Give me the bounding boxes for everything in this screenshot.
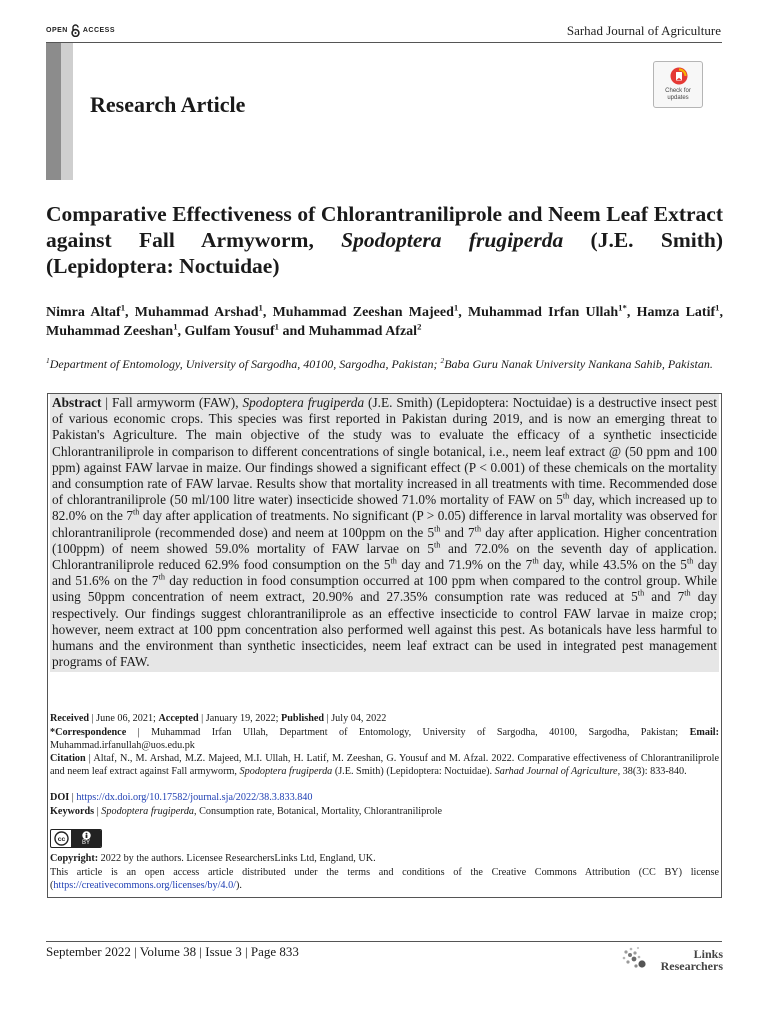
authors-segment: 1 xyxy=(715,302,720,313)
authors-segment: , Muhammad Arshad xyxy=(125,305,259,320)
authors-segment: , Gulfam Yousuf xyxy=(177,324,275,339)
authors-segment: 1* xyxy=(618,302,627,313)
check-updates-icon xyxy=(670,67,688,85)
article-type-heading: Research Article xyxy=(90,92,246,117)
citation-segment: Spodoptera frugiperda xyxy=(239,765,333,777)
title-segment: (J.E. Smith) (Lepidoptera: Noctuidae) xyxy=(46,228,723,278)
publisher-logo xyxy=(620,944,723,978)
check-updates-label: Check for updates xyxy=(665,88,691,101)
decorative-bar-light xyxy=(61,43,73,180)
affiliations-segment: 2 xyxy=(440,356,445,365)
dates-segment: Accepted xyxy=(158,713,199,724)
citation-segment: 38(3): 833-840. xyxy=(620,765,687,777)
authors-segment: , Muhammad Irfan Ullah xyxy=(458,305,619,320)
abstract-segment: th xyxy=(474,524,482,534)
authors-segment: 1 xyxy=(258,302,263,313)
authors-segment: , Hamza Latif xyxy=(626,305,716,320)
authors-segment: 1 xyxy=(120,302,126,313)
dates-segment: Published xyxy=(281,713,325,724)
cc-by-label: BY xyxy=(71,830,101,847)
journal-name: Sarhad Journal of Agriculture xyxy=(566,23,721,38)
abstract-segment: th xyxy=(562,491,570,501)
abstract-segment: day, which increased up to 82.0% on the 7 xyxy=(52,492,717,524)
header-divider xyxy=(46,42,722,43)
authors-segment: Nimra Altaf xyxy=(46,305,121,320)
affiliations-segment: Department of Entomology, University of Sargodha, 40100, Sargodha, Pakistan; xyxy=(49,357,441,371)
abstract-segment: th xyxy=(686,556,694,566)
dates-segment: Received xyxy=(50,713,90,724)
authors-segment: , Muhammad Zeeshan Majeed xyxy=(262,305,454,320)
keywords-segment: , Consumption rate, Botanical, Mortality, Chlorantraniliprole xyxy=(194,806,443,817)
abstract-segment: (J.E. Smith) (Lepidoptera: Noctuidae) is a destructive insect pest of various economic crops. This species was first reported in Pakistan during 2019, and is now an emerging threat to Pakistan's Agriculture. The main objective of the study was to evaluate the efficacy of a synthetic insecticide Chlorantraniliprole in comparison to different concentrations of single botanical, i.e., neem leaf extract @ (50 ppm and 100 ppm) against FAW larvae in maize. Our findings showed a significant effect (P < 0.001) of these chemicals on the mortality and consumption rate of FAW larvae. Results show that mortality increased in all treatments with time. Recommended dose of chlorantraniliprole (50 ml/100 litre water) insecticide showed 71.0% mortality of FAW on 5 xyxy=(52,395,717,508)
abstract-segment: day after application of treatments. No significant (P > 0.05) difference in larval mortality was observed for chlorantraniliprole (recommended dose) and neem at 100ppm on the 5 xyxy=(52,508,717,540)
svg-text:cc: cc xyxy=(57,836,65,844)
doi-segment: | xyxy=(69,792,77,803)
abstract-segment: th xyxy=(532,556,539,566)
keywords-segment: | xyxy=(94,806,102,817)
publication-dates xyxy=(50,713,719,726)
authors-segment: 1 xyxy=(453,302,459,313)
abstract-segment: and 7 xyxy=(644,589,685,605)
keywords-segment: Spodoptera frugiperda xyxy=(101,806,195,817)
correspondence-segment: | Muhammad Irfan Ullah, Department of Entomology, University of Sargodha, 40100, Sargodha, Pakistan; xyxy=(126,727,690,738)
correspondence-segment: Email: xyxy=(689,727,719,738)
authors-segment: , Muhammad Zeeshan xyxy=(46,305,723,339)
license-segment: This article is an open access article distributed under the terms and conditions of the Creative Commons Attribution (CC BY) license ( xyxy=(50,867,719,891)
citation-segment: Sarhad Journal of Agriculture, xyxy=(494,765,621,777)
abstract-segment: and 72.0% on the seventh day of application. Chlorantraniliprole reduced 62.9% food consumption on the 5 xyxy=(52,540,717,573)
copyright-segment: Copyright: xyxy=(50,853,99,864)
license-segment: ). xyxy=(236,879,242,891)
open-access-lock-icon xyxy=(71,24,80,37)
abstract-segment: th xyxy=(637,589,645,599)
open-access-logo xyxy=(46,24,115,37)
citation-segment: (J.E. Smith) (Lepidoptera: Noctuidae). xyxy=(332,765,495,777)
affiliations-segment: Baba Guru Nanak University Nankana Sahib, Pakistan. xyxy=(444,357,713,371)
abstract-segment: day, while 43.5% on the 5 xyxy=(538,557,687,573)
open-access-label-left: OPEN xyxy=(46,27,68,34)
attribution-person-icon xyxy=(82,831,91,840)
affiliations-segment: 1 xyxy=(46,356,50,365)
abstract-segment: day and 51.6% on the 7 xyxy=(52,557,717,589)
authors-segment: 2 xyxy=(417,321,422,332)
license-statement xyxy=(50,867,719,892)
issue-info: September 2022 | Volume 38 | Issue 3 | Page 833 xyxy=(46,944,299,959)
citation-segment: Citation xyxy=(50,753,86,764)
keywords-segment: Keywords xyxy=(50,806,95,817)
author-list xyxy=(46,303,723,341)
abstract-segment: th xyxy=(684,589,691,599)
publisher-name: Links Researchers xyxy=(660,947,723,973)
keywords xyxy=(50,806,719,819)
abstract-segment: th xyxy=(390,556,397,566)
abstract-segment: and 7 xyxy=(440,524,475,540)
creative-commons-icon xyxy=(51,830,71,847)
abstract-segment: th xyxy=(158,572,165,582)
decorative-bar-dark xyxy=(46,43,61,180)
copyright xyxy=(50,853,719,866)
correspondence-segment: Muhammad.irfanullah@uos.edu.pk xyxy=(50,739,195,751)
doi-segment: DOI xyxy=(50,792,70,803)
article-title xyxy=(46,201,723,279)
doi xyxy=(50,792,719,805)
abstract-segment: Spodoptera frugiperda xyxy=(242,395,365,410)
citation xyxy=(50,753,719,778)
copyright-segment: 2022 by the authors. Licensee ResearchersLinks Ltd, England, UK. xyxy=(98,853,376,864)
affiliations xyxy=(46,356,723,372)
dates-segment: | June 06, 2021; xyxy=(89,713,159,724)
dates-segment: | July 04, 2022 xyxy=(324,713,387,724)
abstract-segment: | Fall armyworm (FAW), xyxy=(101,395,243,410)
correspondence xyxy=(50,727,719,752)
license-link[interactable]: https://creativecommons.org/licenses/by/4.0/ xyxy=(53,879,236,891)
title-segment: Comparative Effectiveness of Chlorantraniliprole and Neem Leaf Extract against Fall Armyworm, xyxy=(46,202,723,252)
cc-by-license-badge[interactable] xyxy=(50,829,102,848)
open-access-label-right: ACCESS xyxy=(82,27,116,34)
citation-segment: | Altaf, N., M. Arshad, M.Z. Majeed, M.I. Ullah, H. Latif, M. Zeeshan, G. Yousuf and M. Afzal. 2022. Comparative effectiveness of Chlorantraniliprole and neem leaf extract against Fall armyworm, xyxy=(50,753,719,777)
abstract xyxy=(50,394,719,672)
authors-segment: and Muhammad Afzal xyxy=(279,324,418,339)
abstract-segment: day and 71.9% on the 7 xyxy=(396,557,533,573)
abstract-segment: Abstract xyxy=(52,395,102,410)
authors-segment: 1 xyxy=(274,321,279,332)
abstract-segment: th xyxy=(434,540,441,550)
abstract-segment: day reduction in food consumption occurred at 100 ppm when compared to the control group. While using 50ppm concentration of neem extract, 20.90% and 27.35% consumption rate was reduced at 5 xyxy=(52,573,717,605)
abstract-segment: day respectively. Our findings suggest chlorantraniliprole as an effective insecticide to control FAW larvae in maize crop; however, neem extract at 100 ppm concentration also performed well against this pest. As botanicals have less harmful to humans and the environment than synthetic insecticides, neem leaf extract can be used in integrated pest management programs of FAW. xyxy=(52,589,717,670)
abstract-segment: day after application. Higher concentration (100ppm) of neem showed 59.0% mortality of FAW larvae on 5 xyxy=(52,524,718,556)
title-segment: Spodoptera frugiperda xyxy=(341,228,564,252)
footer-divider xyxy=(46,941,722,942)
correspondence-segment: *Correspondence xyxy=(50,727,127,738)
dates-segment: | January 19, 2022; xyxy=(198,713,282,724)
check-for-updates-button[interactable] xyxy=(653,61,703,108)
doi-link[interactable]: https://dx.doi.org/10.17582/journal.sja/2022/38.3.833.840 xyxy=(76,792,313,803)
abstract-segment: th xyxy=(132,508,140,517)
abstract-segment: th xyxy=(434,524,441,534)
authors-segment: 1 xyxy=(173,321,178,332)
